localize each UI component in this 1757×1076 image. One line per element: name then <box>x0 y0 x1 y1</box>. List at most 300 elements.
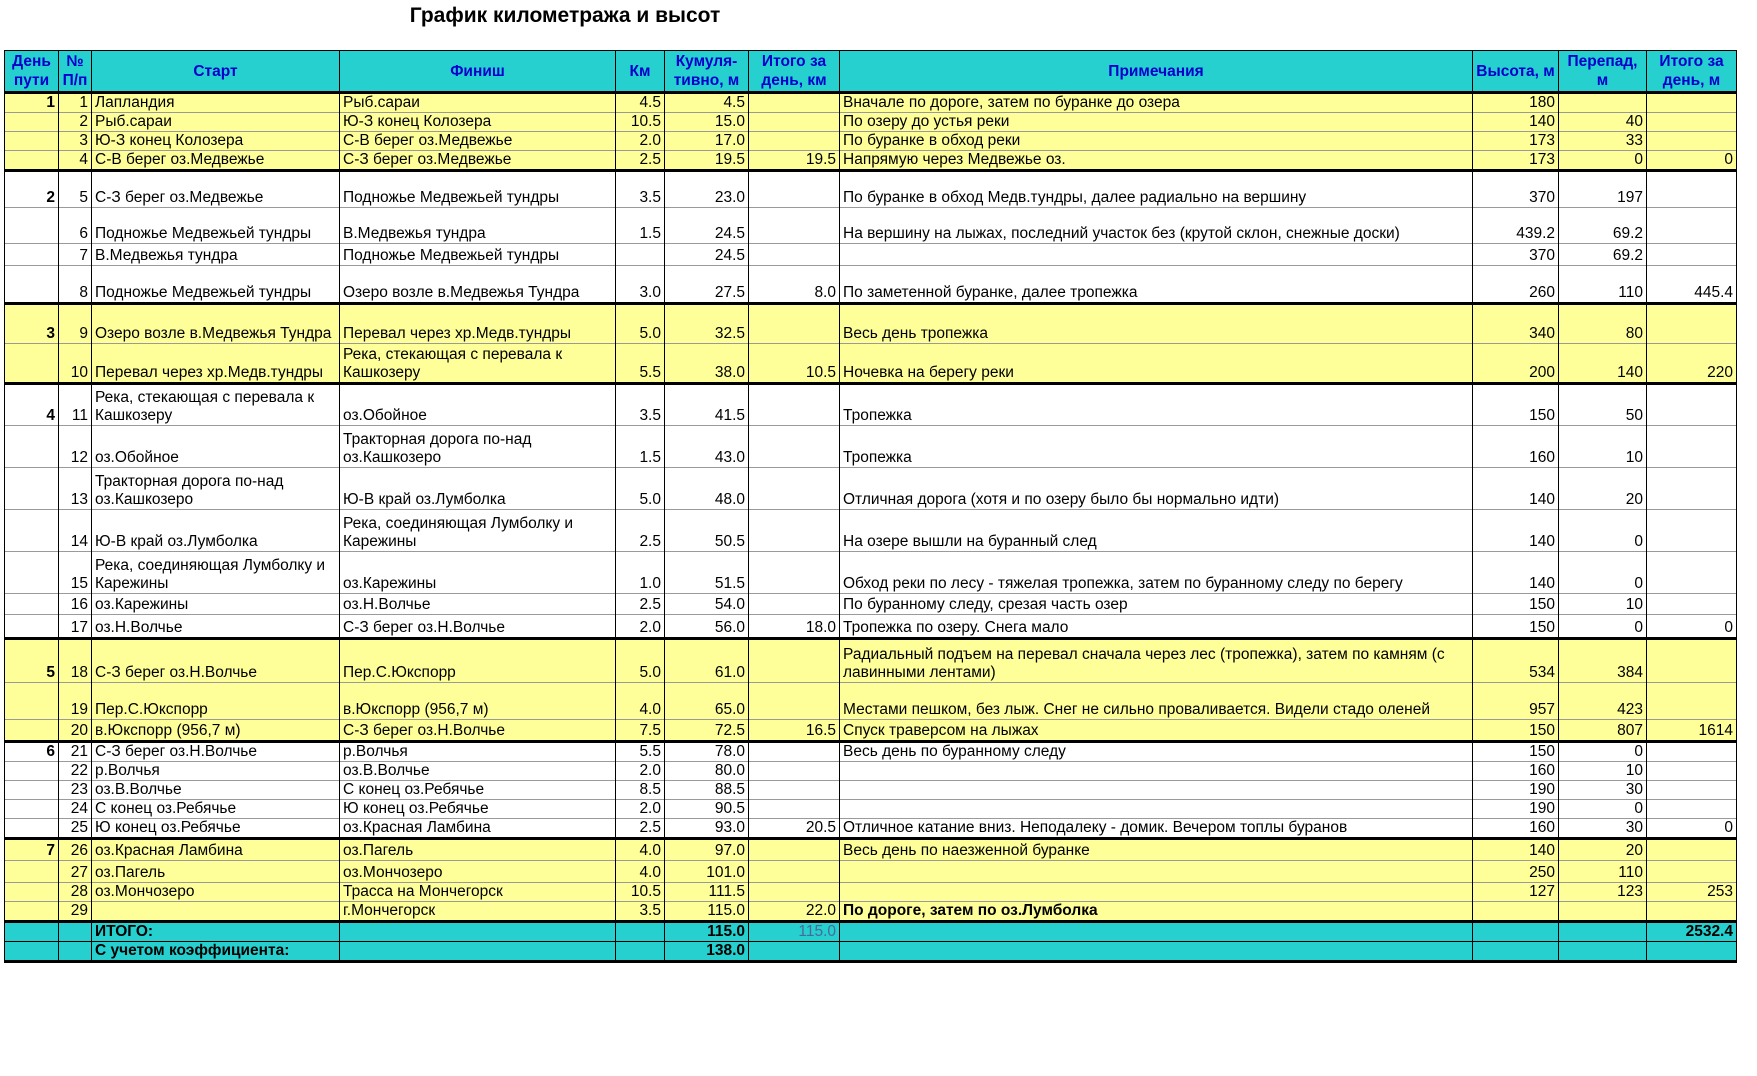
day-total-km-cell <box>749 132 840 151</box>
day-total-km-cell <box>749 742 840 762</box>
coef-finish <box>340 942 616 962</box>
day-total-m-cell: 445.4 <box>1647 266 1737 304</box>
day-cell <box>5 113 59 132</box>
note-cell: Спуск траверсом на лыжах <box>840 720 1473 742</box>
diff-cell: 50 <box>1559 384 1647 426</box>
start-cell: Ю-В край оз.Лумболка <box>92 510 340 552</box>
day-cell <box>5 762 59 781</box>
totals-note <box>840 922 1473 942</box>
day-total-m-cell <box>1647 839 1737 861</box>
day-total-km-cell <box>749 883 840 902</box>
cumulative-cell: 54.0 <box>665 594 749 615</box>
day-cell <box>5 244 59 266</box>
row-num-cell: 6 <box>59 208 92 244</box>
diff-cell: 69.2 <box>1559 244 1647 266</box>
table-row <box>5 861 1737 883</box>
km-cell: 1.5 <box>616 426 665 468</box>
diff-cell: 33 <box>1559 132 1647 151</box>
day-total-m-cell <box>1647 552 1737 594</box>
day-total-m-cell: 253 <box>1647 883 1737 902</box>
km-cell: 1.0 <box>616 552 665 594</box>
diff-cell: 0 <box>1559 615 1647 639</box>
altitude-cell: 370 <box>1473 171 1559 208</box>
diff-cell: 10 <box>1559 762 1647 781</box>
table-row <box>5 113 1737 132</box>
km-cell: 3.5 <box>616 902 665 922</box>
km-cell: 2.5 <box>616 151 665 171</box>
altitude-cell <box>1473 902 1559 922</box>
mileage-altitude-table <box>4 50 1737 963</box>
row-num-cell: 26 <box>59 839 92 861</box>
table-row <box>5 839 1737 861</box>
finish-cell: Подножье Медвежьей тундры <box>340 244 616 266</box>
finish-cell: Пер.С.Юкспорр <box>340 639 616 683</box>
cumulative-cell: 56.0 <box>665 615 749 639</box>
day-total-km-cell <box>749 594 840 615</box>
note-cell: Местами пешком, без лыж. Снег не сильно проваливается. Видели стадо оленей <box>840 683 1473 720</box>
km-cell: 5.5 <box>616 742 665 762</box>
cumulative-cell: 38.0 <box>665 344 749 384</box>
day-cell: 7 <box>5 839 59 861</box>
cumulative-cell: 4.5 <box>665 93 749 113</box>
start-cell: р.Волчья <box>92 762 340 781</box>
km-cell: 2.5 <box>616 510 665 552</box>
note-cell: Радиальный подъем на перевал сначала через лес (тропежка), затем по камням (с лавинными лентами) <box>840 639 1473 683</box>
day-total-km-cell <box>749 639 840 683</box>
col-km: Км <box>616 51 665 93</box>
day-total-m-cell <box>1647 468 1737 510</box>
row-num-cell: 23 <box>59 781 92 800</box>
day-cell: 1 <box>5 93 59 113</box>
start-cell: Лапландия <box>92 93 340 113</box>
km-cell: 2.0 <box>616 762 665 781</box>
row-num-cell: 7 <box>59 244 92 266</box>
note-cell: Тропежка <box>840 384 1473 426</box>
totals-km <box>616 922 665 942</box>
finish-cell: Трасса на Мончегорск <box>340 883 616 902</box>
note-cell: На озере вышли на буранный след <box>840 510 1473 552</box>
day-cell <box>5 266 59 304</box>
day-cell: 3 <box>5 304 59 344</box>
start-cell: оз.Карежины <box>92 594 340 615</box>
note-cell <box>840 861 1473 883</box>
start-cell: Перевал через хр.Медв.тундры <box>92 344 340 384</box>
day-total-km-cell <box>749 93 840 113</box>
altitude-cell: 150 <box>1473 594 1559 615</box>
day-cell <box>5 132 59 151</box>
cumulative-cell: 115.0 <box>665 902 749 922</box>
coef-alt <box>1473 942 1559 962</box>
start-cell: В.Медвежья тундра <box>92 244 340 266</box>
diff-cell: 10 <box>1559 594 1647 615</box>
col-day-total-m: Итого за день, м <box>1647 51 1737 93</box>
table-row <box>5 883 1737 902</box>
start-cell: оз.В.Волчье <box>92 781 340 800</box>
km-cell: 3.0 <box>616 266 665 304</box>
km-cell: 4.0 <box>616 839 665 861</box>
day-total-km-cell: 22.0 <box>749 902 840 922</box>
start-cell: Река, стекающая с перевала к Кашкозеру <box>92 384 340 426</box>
col-notes: Примечания <box>840 51 1473 93</box>
finish-cell: Тракторная дорога по-над оз.Кашкозеро <box>340 426 616 468</box>
table-row <box>5 683 1737 720</box>
row-num-cell: 20 <box>59 720 92 742</box>
km-cell: 3.5 <box>616 171 665 208</box>
row-num-cell: 17 <box>59 615 92 639</box>
finish-cell: оз.Карежины <box>340 552 616 594</box>
cumulative-cell: 88.5 <box>665 781 749 800</box>
day-total-m-cell: 0 <box>1647 615 1737 639</box>
altitude-cell: 140 <box>1473 113 1559 132</box>
note-cell <box>840 883 1473 902</box>
totals-diff <box>1559 922 1647 942</box>
start-cell: Озеро возле в.Медвежья Тундра <box>92 304 340 344</box>
day-total-km-cell: 10.5 <box>749 344 840 384</box>
row-num-cell: 21 <box>59 742 92 762</box>
finish-cell: В.Медвежья тундра <box>340 208 616 244</box>
day-total-km-cell: 18.0 <box>749 615 840 639</box>
finish-cell: С-З берег оз.Медвежье <box>340 151 616 171</box>
day-total-km-cell <box>749 113 840 132</box>
table-row <box>5 344 1737 384</box>
row-num-cell: 19 <box>59 683 92 720</box>
altitude-cell: 200 <box>1473 344 1559 384</box>
day-total-km-cell <box>749 244 840 266</box>
km-cell: 4.0 <box>616 683 665 720</box>
km-cell: 2.0 <box>616 132 665 151</box>
diff-cell: 384 <box>1559 639 1647 683</box>
diff-cell: 423 <box>1559 683 1647 720</box>
day-cell <box>5 468 59 510</box>
altitude-cell: 340 <box>1473 304 1559 344</box>
cumulative-cell: 51.5 <box>665 552 749 594</box>
note-cell <box>840 800 1473 819</box>
finish-cell: С конец оз.Ребячье <box>340 781 616 800</box>
diff-cell: 110 <box>1559 861 1647 883</box>
note-cell: Весь день по буранному следу <box>840 742 1473 762</box>
day-cell <box>5 800 59 819</box>
altitude-cell: 173 <box>1473 151 1559 171</box>
day-total-m-cell: 0 <box>1647 151 1737 171</box>
col-finish: Финиш <box>340 51 616 93</box>
note-cell: Отличное катание вниз. Неподалеку - домик. Вечером топлы буранов <box>840 819 1473 839</box>
col-diff: Перепад, м <box>1559 51 1647 93</box>
table-row <box>5 762 1737 781</box>
coefficient-row <box>5 942 1737 962</box>
day-total-m-cell <box>1647 594 1737 615</box>
start-cell: Подножье Медвежьей тундры <box>92 266 340 304</box>
day-cell: 6 <box>5 742 59 762</box>
cumulative-cell: 90.5 <box>665 800 749 819</box>
diff-cell: 30 <box>1559 781 1647 800</box>
km-cell: 2.5 <box>616 819 665 839</box>
cumulative-cell: 48.0 <box>665 468 749 510</box>
day-cell <box>5 781 59 800</box>
day-cell <box>5 883 59 902</box>
day-total-km-cell <box>749 800 840 819</box>
cumulative-cell: 24.5 <box>665 244 749 266</box>
row-num-cell: 9 <box>59 304 92 344</box>
note-cell: По буранке в обход реки <box>840 132 1473 151</box>
row-num-cell: 5 <box>59 171 92 208</box>
day-total-m-cell <box>1647 384 1737 426</box>
day-cell: 5 <box>5 639 59 683</box>
day-cell <box>5 819 59 839</box>
day-total-km-cell <box>749 839 840 861</box>
finish-cell: Река, стекающая с перевала к Кашкозеру <box>340 344 616 384</box>
km-cell: 5.0 <box>616 639 665 683</box>
cumulative-cell: 93.0 <box>665 819 749 839</box>
day-cell <box>5 344 59 384</box>
day-cell <box>5 552 59 594</box>
diff-cell: 10 <box>1559 426 1647 468</box>
totals-finish <box>340 922 616 942</box>
header-row <box>5 51 1737 93</box>
diff-cell: 20 <box>1559 468 1647 510</box>
coef-day <box>5 942 59 962</box>
day-total-m-cell <box>1647 800 1737 819</box>
table-row <box>5 594 1737 615</box>
start-cell: в.Юкспорр (956,7 м) <box>92 720 340 742</box>
day-total-m-cell: 1614 <box>1647 720 1737 742</box>
note-cell: По буранке в обход Медв.тундры, далее радиально на вершину <box>840 171 1473 208</box>
row-num-cell: 16 <box>59 594 92 615</box>
day-total-km-cell <box>749 384 840 426</box>
start-cell: Подножье Медвежьей тундры <box>92 208 340 244</box>
start-cell: Ю конец оз.Ребячье <box>92 819 340 839</box>
km-cell: 4.0 <box>616 861 665 883</box>
day-total-m-cell <box>1647 639 1737 683</box>
note-cell <box>840 781 1473 800</box>
totals-day-m: 2532.4 <box>1647 922 1737 942</box>
row-num-cell: 24 <box>59 800 92 819</box>
cumulative-cell: 43.0 <box>665 426 749 468</box>
row-num-cell: 15 <box>59 552 92 594</box>
note-cell: По дороге, затем по оз.Лумболка <box>840 902 1473 922</box>
cumulative-cell: 111.5 <box>665 883 749 902</box>
altitude-cell: 370 <box>1473 244 1559 266</box>
day-total-m-cell <box>1647 244 1737 266</box>
start-cell: Пер.С.Юкспорр <box>92 683 340 720</box>
day-total-km-cell <box>749 468 840 510</box>
day-total-km-cell <box>749 208 840 244</box>
altitude-cell: 150 <box>1473 720 1559 742</box>
km-cell: 3.5 <box>616 384 665 426</box>
table-row <box>5 510 1737 552</box>
table-row <box>5 384 1737 426</box>
day-total-m-cell <box>1647 781 1737 800</box>
km-cell: 8.5 <box>616 781 665 800</box>
coef-num <box>59 942 92 962</box>
note-cell: Весь день тропежка <box>840 304 1473 344</box>
finish-cell: оз.В.Волчье <box>340 762 616 781</box>
row-num-cell: 1 <box>59 93 92 113</box>
note-cell <box>840 762 1473 781</box>
start-cell: С-З берег оз.Медвежье <box>92 171 340 208</box>
row-num-cell: 14 <box>59 510 92 552</box>
day-total-m-cell <box>1647 510 1737 552</box>
day-total-km-cell <box>749 510 840 552</box>
start-cell: С-З берег оз.Н.Волчье <box>92 742 340 762</box>
cumulative-cell: 61.0 <box>665 639 749 683</box>
row-num-cell: 10 <box>59 344 92 384</box>
col-altitude: Высота, м <box>1473 51 1559 93</box>
day-total-km-cell <box>749 781 840 800</box>
altitude-cell: 260 <box>1473 266 1559 304</box>
totals-cumulative: 115.0 <box>665 922 749 942</box>
note-cell: На вершину на лыжах, последний участок без (крутой склон, снежные доски) <box>840 208 1473 244</box>
coef-label: С учетом коэффициента: <box>92 942 340 962</box>
col-day: День пути <box>5 51 59 93</box>
row-num-cell: 18 <box>59 639 92 683</box>
coef-cumulative: 138.0 <box>665 942 749 962</box>
day-total-m-cell <box>1647 93 1737 113</box>
km-cell: 7.5 <box>616 720 665 742</box>
table-row <box>5 819 1737 839</box>
start-cell: С конец оз.Ребячье <box>92 800 340 819</box>
day-cell <box>5 615 59 639</box>
start-cell: оз.Н.Волчье <box>92 615 340 639</box>
cumulative-cell: 15.0 <box>665 113 749 132</box>
km-cell: 10.5 <box>616 113 665 132</box>
cumulative-cell: 80.0 <box>665 762 749 781</box>
day-total-m-cell <box>1647 426 1737 468</box>
note-cell: По заметенной буранке, далее тропежка <box>840 266 1473 304</box>
altitude-cell: 140 <box>1473 510 1559 552</box>
km-cell: 5.0 <box>616 468 665 510</box>
altitude-cell: 150 <box>1473 615 1559 639</box>
row-num-cell: 4 <box>59 151 92 171</box>
altitude-cell: 957 <box>1473 683 1559 720</box>
day-cell <box>5 683 59 720</box>
day-total-m-cell <box>1647 742 1737 762</box>
cumulative-cell: 65.0 <box>665 683 749 720</box>
day-total-m-cell <box>1647 171 1737 208</box>
start-cell: Тракторная дорога по-над оз.Кашкозеро <box>92 468 340 510</box>
day-cell <box>5 594 59 615</box>
totals-row <box>5 922 1737 942</box>
table-row <box>5 132 1737 151</box>
day-total-km-cell <box>749 861 840 883</box>
row-num-cell: 12 <box>59 426 92 468</box>
diff-cell: 110 <box>1559 266 1647 304</box>
diff-cell: 197 <box>1559 171 1647 208</box>
col-day-total-km: Итого за день, км <box>749 51 840 93</box>
finish-cell: Ю-З конец Колозера <box>340 113 616 132</box>
km-cell <box>616 244 665 266</box>
day-total-m-cell <box>1647 861 1737 883</box>
altitude-cell: 140 <box>1473 468 1559 510</box>
day-cell <box>5 151 59 171</box>
row-num-cell: 13 <box>59 468 92 510</box>
start-cell: Ю-З конец Колозера <box>92 132 340 151</box>
cumulative-cell: 19.5 <box>665 151 749 171</box>
km-cell: 5.5 <box>616 344 665 384</box>
diff-cell: 140 <box>1559 344 1647 384</box>
day-total-m-cell <box>1647 208 1737 244</box>
col-start: Старт <box>92 51 340 93</box>
table-row <box>5 171 1737 208</box>
note-cell: Отличная дорога (хотя и по озеру было бы нормально идти) <box>840 468 1473 510</box>
start-cell: Река, соединяющая Лумболку и Карежины <box>92 552 340 594</box>
finish-cell: оз.Красная Ламбина <box>340 819 616 839</box>
cumulative-cell: 32.5 <box>665 304 749 344</box>
day-total-km-cell <box>749 762 840 781</box>
day-cell: 4 <box>5 384 59 426</box>
table-row <box>5 781 1737 800</box>
day-total-km-cell: 19.5 <box>749 151 840 171</box>
altitude-cell: 150 <box>1473 742 1559 762</box>
table-row <box>5 93 1737 113</box>
day-total-m-cell <box>1647 902 1737 922</box>
totals-num <box>59 922 92 942</box>
finish-cell: г.Мончегорск <box>340 902 616 922</box>
row-num-cell: 28 <box>59 883 92 902</box>
cumulative-cell: 24.5 <box>665 208 749 244</box>
altitude-cell: 534 <box>1473 639 1559 683</box>
altitude-cell: 180 <box>1473 93 1559 113</box>
row-num-cell: 8 <box>59 266 92 304</box>
finish-cell: Рыб.сараи <box>340 93 616 113</box>
km-cell: 1.5 <box>616 208 665 244</box>
day-total-m-cell <box>1647 113 1737 132</box>
col-cumulative: Кумуля-тивно, м <box>665 51 749 93</box>
km-cell: 2.0 <box>616 615 665 639</box>
coef-day-m <box>1647 942 1737 962</box>
table-row <box>5 742 1737 762</box>
note-cell: Тропежка <box>840 426 1473 468</box>
cumulative-cell: 78.0 <box>665 742 749 762</box>
finish-cell: оз.Н.Волчье <box>340 594 616 615</box>
day-cell <box>5 720 59 742</box>
diff-cell: 80 <box>1559 304 1647 344</box>
altitude-cell: 190 <box>1473 781 1559 800</box>
table-row <box>5 468 1737 510</box>
day-total-km-cell <box>749 683 840 720</box>
finish-cell: Ю конец оз.Ребячье <box>340 800 616 819</box>
diff-cell: 20 <box>1559 839 1647 861</box>
altitude-cell: 160 <box>1473 819 1559 839</box>
table-row <box>5 902 1737 922</box>
km-cell: 10.5 <box>616 883 665 902</box>
table-row <box>5 615 1737 639</box>
day-total-km-cell <box>749 171 840 208</box>
diff-cell <box>1559 902 1647 922</box>
altitude-cell: 439.2 <box>1473 208 1559 244</box>
day-total-m-cell <box>1647 132 1737 151</box>
cumulative-cell: 101.0 <box>665 861 749 883</box>
km-cell: 2.0 <box>616 800 665 819</box>
finish-cell: Река, соединяющая Лумболку и Карежины <box>340 510 616 552</box>
start-cell: Рыб.сараи <box>92 113 340 132</box>
day-total-km-cell <box>749 552 840 594</box>
cumulative-cell: 72.5 <box>665 720 749 742</box>
day-cell <box>5 902 59 922</box>
table-row <box>5 151 1737 171</box>
finish-cell: Озеро возле в.Медвежья Тундра <box>340 266 616 304</box>
day-total-m-cell <box>1647 762 1737 781</box>
day-cell <box>5 510 59 552</box>
note-cell: Напрямую через Медвежье оз. <box>840 151 1473 171</box>
table-row <box>5 426 1737 468</box>
cumulative-cell: 23.0 <box>665 171 749 208</box>
altitude-cell: 140 <box>1473 839 1559 861</box>
row-num-cell: 25 <box>59 819 92 839</box>
cumulative-cell: 50.5 <box>665 510 749 552</box>
row-num-cell: 22 <box>59 762 92 781</box>
start-cell: оз.Обойное <box>92 426 340 468</box>
altitude-cell: 250 <box>1473 861 1559 883</box>
